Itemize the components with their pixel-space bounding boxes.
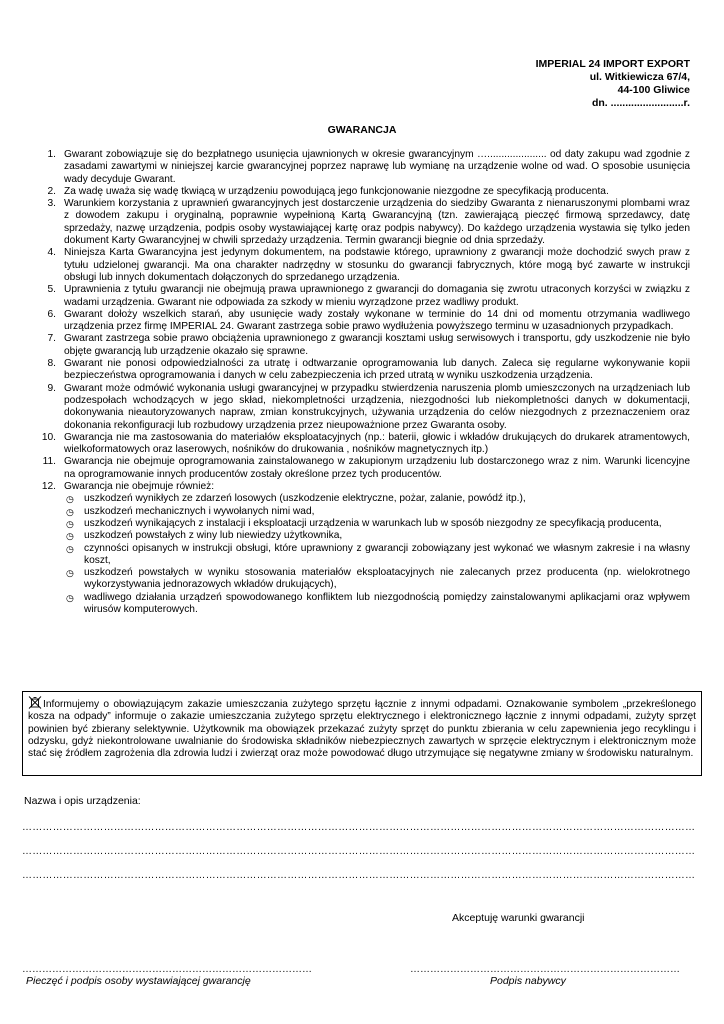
exclusions-list xyxy=(64,493,690,616)
clock-bullet-icon: ◷ xyxy=(66,494,74,505)
crossed-out-bin-icon xyxy=(28,696,42,709)
company-address xyxy=(536,58,690,110)
company-street: ul. Witkiewicza 67/4, xyxy=(589,71,690,83)
accept-terms-text: Akceptuję warunki gwarancji xyxy=(452,912,585,924)
document-title: GWARANCJA xyxy=(327,124,397,136)
exclusion-item: ◷ wadliwego działania urządzeń spowodowanego konfliktem lub niezgodnością pomiędzy zainstalowanymi aplikacjami oraz wpływem wirusów komputerowych. xyxy=(66,591,690,615)
term-item: 3. Warunkiem korzystania z uprawnień gwarancyjnych jest dostarczenie urządzenia do siedziby Gwaranta z nienaruszonymi plombami wraz z dowodem zakupu i oryginalną, poprawnie wypełnioną Kartą Gwarancyjną (tzn. zawierającą pieczęć firmową sprzedawcy, datę sprzedaży, nazwę urządzenia, podpis osoby wystawiającej kartę oraz podpis nabywcy). Do każdego urządzenia wystawia się tylko jeden dokument Karty Gwarancyjnej w chwili sprzedaży urządzenia. Termin gwarancji biegnie od dnia sprzedaży. xyxy=(47,198,690,247)
buyer-signature-line[interactable]: ……………………………………………………………………… xyxy=(410,964,680,975)
buyer-signature-caption: Podpis nabywcy xyxy=(490,975,566,987)
exclusion-item: ◷ czynności opisanych w instrukcji obsługi, które uprawniony z gwarancji zobowiązany jest wykonać we własnym zakresie i na własny koszt, xyxy=(66,542,690,566)
company-name: IMPERIAL 24 IMPORT EXPORT xyxy=(535,58,690,70)
term-item: 4. Niniejsza Karta Gwarancyjna jest jedynym dokumentem, na podstawie którego, uprawniony z gwarancji może dochodzić swych praw z tytułu udzielonej gwarancji. Ma ona charakter nadrzędny w stosunku do gwarancji fabrycznych, które mogą być zawarte w instrukcji obsługi lub innych dokumentach dołączonych do sprzedanego urządzenia. xyxy=(47,247,690,283)
clock-bullet-icon: ◷ xyxy=(66,568,74,579)
term-item: 5. Uprawnienia z tytułu gwarancji nie obejmują prawa uprawnionego z gwarancji do domagania się zwrotu utraconych korzyści w związku z wadami urządzenia. Gwarant nie odpowiada za szkody w mieniu wyrządzone przez wadliwy produkt. xyxy=(47,284,690,308)
device-description-line[interactable]: ……………………………………………………………………………………………………………………………………………………………………………… xyxy=(22,822,696,833)
exclusion-item: ◷ uszkodzeń powstałych w wyniku stosowania materiałów eksploatacyjnych nie zalecanych przez producenta (np. wielokrotnego wykorzystywania jednorazowych wkładów drukujących), xyxy=(66,567,690,591)
seller-signature-caption: Pieczęć i podpis osoby wystawiającej gwarancję xyxy=(26,975,251,987)
device-name-label: Nazwa i opis urządzenia: xyxy=(24,795,141,807)
clock-bullet-icon: ◷ xyxy=(66,518,74,529)
clock-bullet-icon: ◷ xyxy=(66,531,74,542)
term-item: 9. Gwarant może odmówić wykonania usługi gwarancyjnej w przypadku stwierdzenia naruszenia plomb umieszczonych na urządzeniach lub podzespołach wchodzących w jego skład, niekompletności urządzenia, niezgodności lub niekompletności danych w dokumentacji, dokonywania nieautoryzowanych napraw, zmian konstrukcyjnych, używania urządzenia do celów niezgodnych z przeznaczeniem oraz dokonania rekonfiguracji lub rozbudowy urządzenia przez nieupoważnione przez Gwaranta osoby. xyxy=(47,382,690,431)
term-item: 2. Za wadę uważa się wadę tkwiącą w urządzeniu powodującą jego funkcjonowanie niezgodne ze specyfikacją producenta. xyxy=(47,185,609,197)
term-item: 11. Gwarancja nie obejmuje oprogramowania zainstalowanego w zakupionym urządzeniu lub dostarczonego wraz z nim. Warunki licencyjne na oprogramowanie innych producentów zostały określone przez tych producentów. xyxy=(42,456,690,480)
term-item: 10. Gwarancja nie ma zastosowania do materiałów eksploatacyjnych (np.: baterii, głowic i wkładów drukujących do drukarek atramentowych, wielkoformatowych oraz laserowych, nośników do drukowania , nośników magnetycznych itp.) xyxy=(41,431,690,456)
device-description-line[interactable]: ……………………………………………………………………………………………………………………………………………………………………………… xyxy=(22,846,696,857)
exclusion-item: ◷ uszkodzeń wynikłych ze zdarzeń losowych (uszkodzenie elektryczne, pożar, zalanie, powódź itp.), xyxy=(66,493,526,505)
device-description-line[interactable]: ……………………………………………………………………………………………………………………………………………………………………………… xyxy=(22,870,696,881)
company-city: 44-100 Gliwice xyxy=(617,84,690,96)
clock-bullet-icon: ◷ xyxy=(66,506,74,517)
exclusion-item: ◷ uszkodzeń wynikających z instalacji i eksploatacji urządzenia w warunkach lub w sposób niezgodny ze specyfikacją producenta, xyxy=(66,517,662,529)
warranty-terms xyxy=(28,149,690,616)
term-item: 6. Gwarant dołoży wszelkich starań, aby usunięcie wady zostały wykonane w terminie do 14 dni od momentu otrzymania wadliwego urządzenia przez firmę IMPERIAL 24. Gwarant zastrzega sobie prawo wydłużenia powyższego terminu w uzasadnionych przypadkach. xyxy=(47,308,690,333)
term-item: 7. Gwarant zastrzega sobie prawo obciążenia uprawnionego z gwarancji kosztami usług serwisowych i transportu, gdy uszkodzenie nie było objęte gwarancją lub urządzenie okazało się sprawne. xyxy=(47,333,690,357)
weee-notice-box xyxy=(22,691,702,776)
term-item: 8. Gwarant nie ponosi odpowiedzialności za utratę i odtwarzanie oprogramowania lub danych. Zaleca się regularne wykonywanie kopii bezpieczeństwa oprogramowania i danych w celu zabezpieczenia ich przed utratą w wyniku uszkodzenia urządzenia. xyxy=(47,358,690,382)
clock-bullet-icon: ◷ xyxy=(66,543,74,554)
date-line: dn. .........................r. xyxy=(591,97,690,109)
term-item: 1. Gwarant zobowiązuje się do bezpłatnego usunięcia ujawnionych w okresie gwarancyjnym …..................... od daty zakupu wad zgodnie z zasadami zawartymi w niniejszej karcie gwarancyjnej poprzez naprawę lub wymianę na urządzenie wolne od wad. O sposobie usunięcia wady decyduje Gwarant. xyxy=(47,149,690,185)
exclusion-item: ◷ uszkodzeń mechanicznych i wywołanych nimi wad, xyxy=(66,505,315,517)
seller-signature-line[interactable]: …………………………………………………………………………… xyxy=(22,964,312,975)
clock-bullet-icon: ◷ xyxy=(66,592,74,603)
exclusion-item: ◷ uszkodzeń powstałych z winy lub niewiedzy użytkownika, xyxy=(66,530,343,542)
term-item: 12. Gwarancja nie obejmuje również: ◷ uszkodzeń wynikłych ze zdarzeń losowych (uszkodzenie elektryczne, pożar, zalanie, powódź itp.), ◷ uszkodzeń mechanicznych i wywołanych nimi wad, ◷ uszkodzeń wynikających z instalacji i eksploatacji urządzenia w warunkach lub w sposób niezgodny ze specyfikacją producenta, ◷ uszkodzeń powstałych z winy lub niewiedzy użytkownika, ◷ czynności opisanych w instrukcji obsługi, które uprawniony z gwarancji zobowiązany jest wykonać we własnym zakresie i na własny koszt, ◷ uszkodzeń powstałych w wyniku stosowania materiałów eksploatacyjnych nie zalecanych przez producenta (np. wielokrotnego wykorzystywania jednorazowych wkładów drukujących), ◷ wadliwego działania urządzeń spowodowanego konfliktem lub niezgodnością pomiędzy zainstalowanymi aplikacjami oraz wpływem wirusów komputerowych. xyxy=(41,481,690,615)
weee-notice-text: Informujemy o obowiązującym zakazie umieszczania zużytego sprzętu łącznie z innymi odpadami. Oznakowanie symbolem „przekreślonego kosza na odpady” informuje o zakazie umieszczania zużytego sprzętu elektrycznego i elektronicznego łącznie z innymi odpadami, zużyty sprzęt powinien być zbierany selektywnie. Użytkownik ma obowiązek przekazać zużyty sprzęt do punktu zbierania w celu zapewnienia jego recyklingu i odzysku, gdyż niekontrolowane uwalnianie do środowiska składników niebezpiecznych zawartych w sprzęcie elektrycznym i elektronicznym może stać się źródłem zagrożenia dla zdrowia ludzi i zwierząt oraz może powodować długo utrzymujące się negatywne zmiany w środowisku naturalnym. xyxy=(28,699,696,760)
